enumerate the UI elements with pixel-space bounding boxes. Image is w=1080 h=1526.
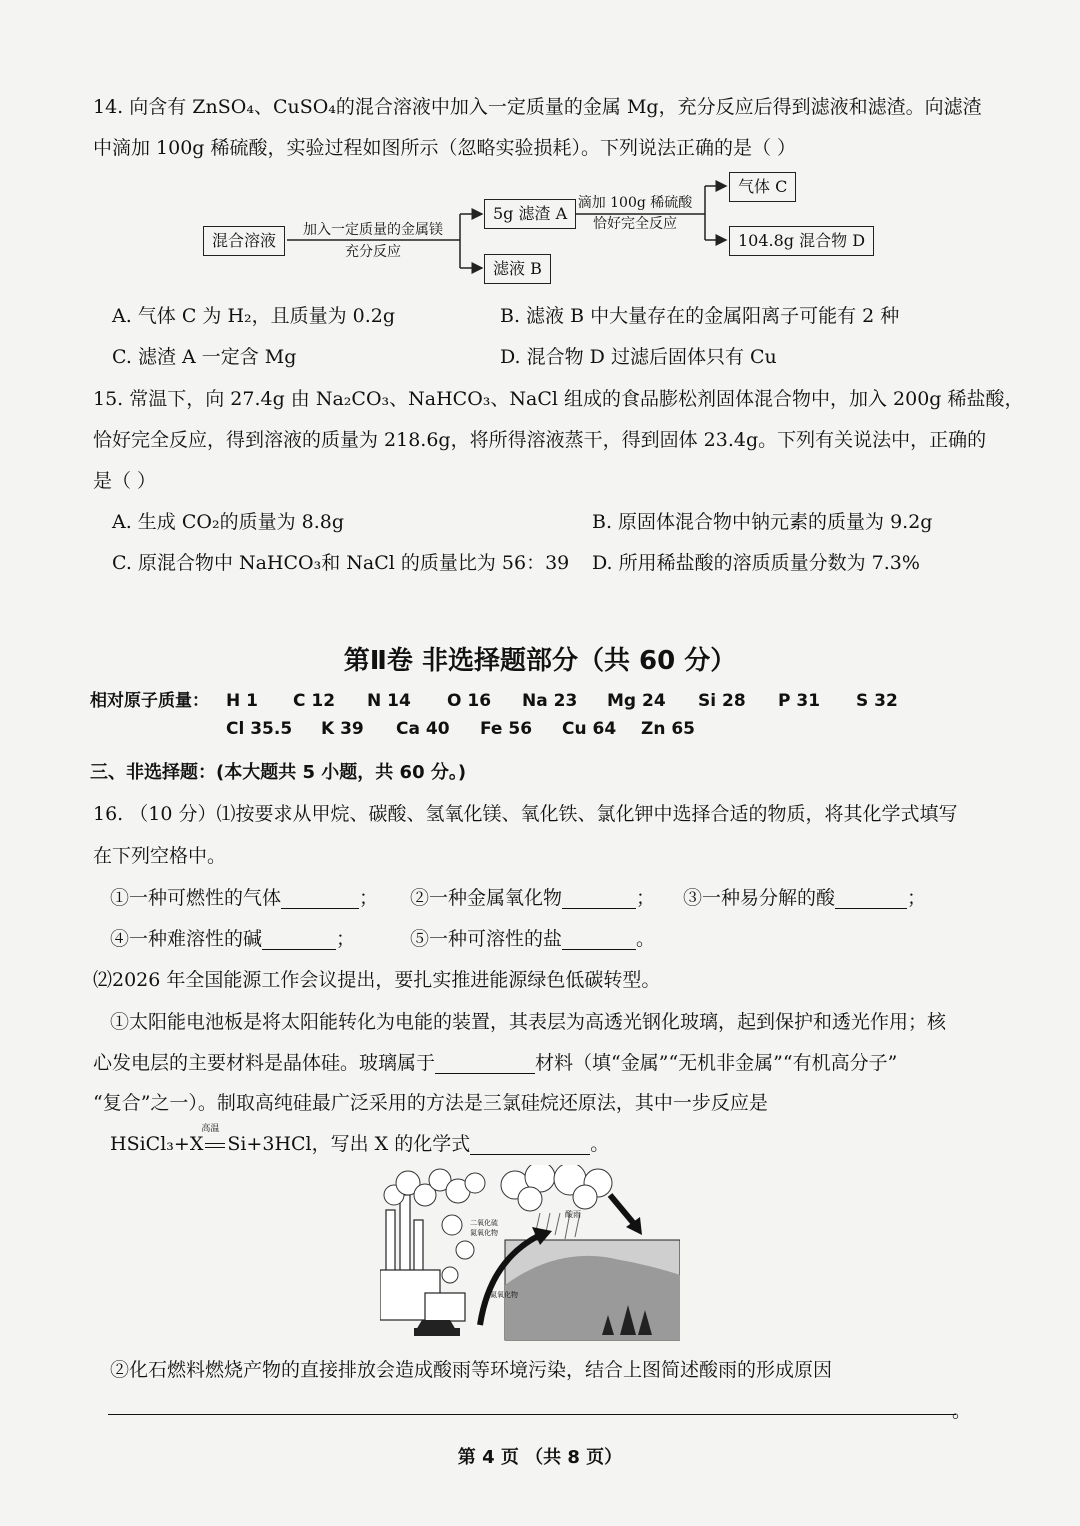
q14-option-b: B. 滤液 B 中大量存在的金属阳离子可能有 2 种 [500,305,900,327]
q16-part2-intro: ⑵2026 年全国能源工作会议提出，要扎实推进能源绿色低碳转型。 [93,969,661,991]
q14-option-a: A. 气体 C 为 H₂，且质量为 0.2g [112,305,396,327]
atomic-zn: Zn 65 [641,719,696,739]
atomic-ca: Ca 40 [396,719,450,739]
q16-blank1-field[interactable] [281,890,359,909]
q16-blank4-row [110,928,355,950]
period: 。 [952,1400,972,1422]
q15-line2: 恰好完全反应，得到溶液的质量为 218.6g，将所得溶液蒸干，得到固体 23.4g。下列有关说法中，正确的 [93,429,987,451]
acid-rain-figure [380,1165,680,1345]
q16-p2-line: ②化石燃料燃烧产物的直接排放会造成酸雨等环境污染，结合上图简述酸雨的形成原因 [110,1359,833,1381]
period: 。 [590,1133,610,1155]
q16-p1-line2b: 材料（填“金属”“无机非金属”“有机高分子” [535,1052,898,1074]
flow-mix-solution: 混合溶液 [203,226,285,256]
flow-arrow2-top: 滴加 100g 稀硫酸 [577,195,693,211]
flow-arrow2-bottom: 恰好完全反应 [593,216,677,232]
eq-arrow [201,1124,227,1155]
q15-line1: 15. 常温下，向 27.4g 由 Na₂CO₃、NaHCO₃、NaCl 组成的食品膨松剂固体混合物中，加入 200g 稀盐酸， [93,388,1024,410]
q15-option-d: D. 所用稀盐酸的溶质质量分数为 7.3% [592,552,920,574]
q16-blank5-label: ⑤一种可溶性的盐 [410,928,563,950]
atomic-n: N 14 [367,691,411,711]
q15-option-c: C. 原混合物中 NaHCO₃和 NaCl 的质量比为 56：39 [112,552,570,574]
figure-label-gas: 氮氧化物 [490,1291,518,1299]
flow-filtrate-b: 滤液 B [484,254,551,284]
q15-line3: 是（ ） [93,470,157,492]
flow-arrow1-top: 加入一定质量的金属镁 [303,222,443,238]
eq-right: Si+3HCl，写出 X 的化学式 [227,1133,471,1155]
q16-acid-rain-answer-line[interactable] [108,1413,956,1415]
page-footer: 第 4 页 （共 8 页） [457,1447,623,1468]
q16-blank3-label: ③一种易分解的酸 [683,887,836,909]
atomic-mass-label: 相对原子质量： [90,691,209,711]
q16-line2: 在下列空格中。 [93,845,227,867]
semicolon: ； [336,928,356,950]
q16-blank1-label: ①一种可燃性的气体 [110,887,282,909]
atomic-fe: Fe 56 [480,719,533,739]
flow-mixture-d: 104.8g 混合物 D [729,226,874,256]
atomic-na: Na 23 [522,691,578,711]
q14-option-d: D. 混合物 D 过滤后固体只有 Cu [500,346,777,368]
q15-option-b: B. 原固体混合物中钠元素的质量为 9.2g [592,511,933,533]
q14-option-c: C. 滤渣 A 一定含 Mg [112,346,297,368]
atomic-h: H 1 [226,691,258,711]
semicolon: ； [907,887,927,909]
flow-arrow1-bottom: 充分反应 [345,244,401,260]
period: 。 [636,928,656,950]
part3-heading: 三、非选择题：(本大题共 5 小题，共 60 分。) [90,762,467,783]
q14-line2: 中滴加 100g 稀硫酸，实验过程如图所示（忽略实验损耗）。下列说法正确的是（ ） [93,137,797,159]
atomic-o: O 16 [447,691,492,711]
atomic-cu: Cu 64 [562,719,617,739]
atomic-s: S 32 [856,691,898,711]
q16-p1-line2a: 心发电层的主要材料是晶体硅。玻璃属于 [93,1052,436,1074]
q16-blank3-row [683,887,926,909]
figure-label-rain: 酸雨 [565,1210,581,1219]
q16-blank2-label: ②一种金属氧化物 [410,887,563,909]
q15-option-a: A. 生成 CO₂的质量为 8.8g [112,511,344,533]
semicolon: ； [359,887,379,909]
atomic-mg: Mg 24 [607,691,666,711]
q16-blank4-label: ④一种难溶性的碱 [110,928,263,950]
q16-blank2-row [410,887,655,909]
q16-equation [110,1124,610,1155]
atomic-cl: Cl 35.5 [226,719,293,739]
flow-residue-a: 5g 滤渣 A [484,199,576,229]
eq-left: HSiCl₃+X [110,1133,204,1155]
section2-title: 第Ⅱ卷 非选择题部分（共 60 分） [343,646,737,676]
q16-p1-line3: “复合”之一）。制取高纯硅最广泛采用的方法是三氯硅烷还原法，其中一步反应是 [93,1092,768,1114]
q16-blank4-field[interactable] [262,931,336,950]
figure-label-pollutants: 二氧化硫 氮氧化物 [470,1219,498,1237]
q16-blank5-row [410,928,655,950]
q16-blank1-row [110,887,378,909]
q16-blank2-field[interactable] [562,890,636,909]
q14-line1: 14. 向含有 ZnSO₄、CuSO₄的混合溶液中加入一定质量的金属 Mg，充分反应后得到滤液和滤渣。向滤渣 [93,96,982,118]
q16-x-formula-field[interactable] [470,1136,590,1155]
atomic-k: K 39 [321,719,364,739]
flow-gas-c: 气体 C [729,172,796,202]
atomic-c: C 12 [293,691,336,711]
atomic-p: P 31 [778,691,821,711]
atomic-si: Si 28 [698,691,746,711]
q16-material-field[interactable] [435,1055,535,1074]
q16-line1: 16. （10 分）⑴按要求从甲烷、碳酸、氢氧化镁、氧化铁、氯化钾中选择合适的物质，将其化学式填写 [93,803,958,825]
q16-p1-line1: ①太阳能电池板是将太阳能转化为电能的装置，其表层为高透光钢化玻璃，起到保护和透光作用；核 [110,1011,947,1033]
q16-p1-line2 [93,1052,897,1074]
q16-blank5-field[interactable] [562,931,636,950]
q16-blank3-field[interactable] [835,890,907,909]
semicolon: ； [636,887,656,909]
eq-condition: 高温 [201,1124,220,1134]
